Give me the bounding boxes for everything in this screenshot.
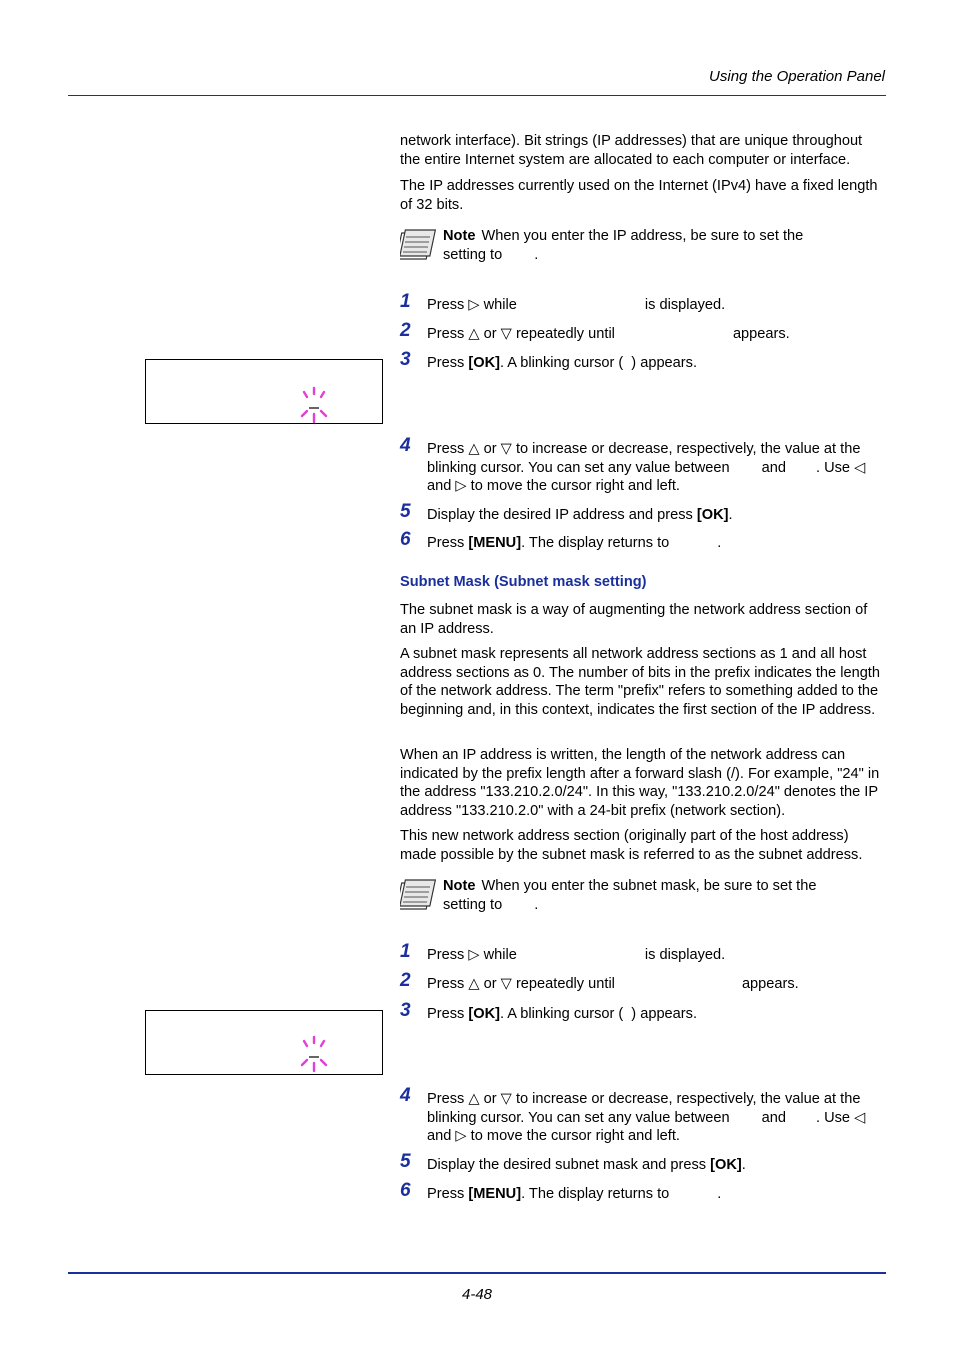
step-text: . <box>741 1157 746 1173</box>
lcd-display-ip <box>145 359 383 424</box>
page-number: 4-48 <box>461 1286 493 1303</box>
step-number: 2 <box>400 320 411 341</box>
note-label: Note <box>443 878 476 894</box>
step-number: 3 <box>400 1000 411 1021</box>
step-number: 1 <box>400 291 411 312</box>
header-rule <box>68 95 886 96</box>
step-number: 6 <box>400 1180 411 1201</box>
step-number: 4 <box>400 1085 411 1106</box>
step-text: . A blinking cursor ( <box>500 355 624 371</box>
step-text: Press <box>427 535 465 551</box>
intro-paragraph-1: network interface). Bit strings (IP addresses) that are unique throughout the entire Internet system are allocated to each computer or interface. <box>400 133 863 168</box>
step-text: and <box>761 1109 786 1126</box>
step-text: . The display returns to <box>521 535 670 551</box>
footer-rule <box>68 1272 886 1274</box>
step-text: . Use ◁ and ▷ to move the cursor right and left. <box>427 459 866 494</box>
note-text-part: setting to <box>443 246 503 263</box>
header-title: Using the Operation Panel <box>709 68 885 85</box>
ok-key: [OK] <box>710 1157 742 1173</box>
ok-key: [OK] <box>468 1006 500 1022</box>
ip-step-1 <box>400 291 886 316</box>
subnet-step-3 <box>400 1000 886 1025</box>
step-number: 1 <box>400 941 411 962</box>
step-number: 5 <box>400 1151 411 1172</box>
ok-key: [OK] <box>696 507 729 523</box>
intro-paragraph-2: The IP addresses currently used on the Internet (IPv4) have a fixed length of 32 bits. <box>400 178 878 213</box>
step-text: Press △ or ▽ to increase or decrease, respectively, the value at the blinking cursor. You can set any value between <box>427 441 861 476</box>
step-text: . <box>728 507 733 523</box>
step-text: is displayed. <box>644 947 726 963</box>
step-text: Press <box>427 355 465 371</box>
note-subnet <box>400 877 886 917</box>
note-text-part: When you enter the subnet mask, be sure to set the <box>481 878 817 894</box>
step-text: and <box>761 459 786 476</box>
subnet-step-1 <box>400 941 886 966</box>
step-text: . <box>717 1186 722 1202</box>
menu-key: [MENU] <box>468 1186 522 1202</box>
step-text: . <box>717 535 722 551</box>
subnet-paragraph-2: A subnet mask represents all network address sections as 1 and all host address sections as 0. The number of bits in the prefix indicates the length of the network address. The term "prefix" refers to something added to the beginning and, in this context, indicates the first section of the IP address. <box>400 646 880 718</box>
ip-step-6 <box>400 529 886 554</box>
step-text: ) appears. <box>631 1006 698 1022</box>
step-text: appears. <box>732 326 790 342</box>
step-text: Press △ or ▽ repeatedly until <box>427 326 615 342</box>
step-text: is displayed. <box>644 297 726 313</box>
subnet-step-2 <box>400 970 886 995</box>
step-text: Press ▷ while <box>427 297 517 313</box>
note-pad-icon <box>400 877 438 911</box>
step-text: . Use ◁ and ▷ to move the cursor right and left. <box>427 1109 866 1144</box>
step-text: Display the desired IP address and press <box>427 507 693 523</box>
subnet-step-6 <box>400 1180 886 1205</box>
step-text: Display the desired subnet mask and press <box>427 1157 707 1173</box>
note-text-part: . <box>534 246 539 263</box>
step-number: 2 <box>400 970 411 991</box>
ip-step-3 <box>400 349 886 374</box>
ip-step-4 <box>400 435 886 498</box>
blinking-cursor-icon <box>297 386 331 424</box>
menu-key: [MENU] <box>468 535 522 551</box>
note-text-part: When you enter the IP address, be sure to set the <box>481 228 804 244</box>
ip-step-2 <box>400 320 886 345</box>
subnet-paragraph-1: The subnet mask is a way of augmenting the network address section of an IP address. <box>400 602 868 637</box>
note-ip <box>400 227 886 267</box>
subnet-step-4 <box>400 1085 886 1148</box>
step-text: Press △ or ▽ to increase or decrease, respectively, the value at the blinking cursor. You can set any value between <box>427 1091 861 1126</box>
step-text: Press ▷ while <box>427 947 517 963</box>
note-text-part: . <box>534 896 539 913</box>
subnet-paragraph-3: When an IP address is written, the length of the network address can indicated by the prefix length after a forward slash (/). For example, "24" in the address "133.210.2.0/24". In this way, "133.210.2.0/24" denotes the IP address "133.210.2.0" with a 24-bit prefix (network section). <box>400 747 880 819</box>
step-text: Press <box>427 1006 465 1022</box>
subnet-paragraph-4: This new network address section (originally part of the host address) made possible by the subnet mask is referred to as the subnet address. <box>400 828 863 863</box>
step-number: 6 <box>400 529 411 550</box>
step-text: appears. <box>741 976 799 992</box>
note-pad-icon <box>400 227 438 261</box>
step-number: 5 <box>400 501 411 522</box>
note-text-part: setting to <box>443 896 503 913</box>
blinking-cursor-icon <box>297 1035 331 1073</box>
step-text: Press △ or ▽ repeatedly until <box>427 976 615 992</box>
lcd-display-subnet <box>145 1010 383 1075</box>
note-label: Note <box>443 228 476 244</box>
step-number: 3 <box>400 349 411 370</box>
step-number: 4 <box>400 435 411 456</box>
ip-step-5 <box>400 501 886 526</box>
step-text: . The display returns to <box>521 1186 670 1202</box>
section-heading: Subnet Mask (Subnet mask setting) <box>400 574 647 590</box>
ok-key: [OK] <box>468 355 500 371</box>
subnet-step-5 <box>400 1151 886 1176</box>
step-text: ) appears. <box>631 355 698 371</box>
step-text: Press <box>427 1186 465 1202</box>
step-text: . A blinking cursor ( <box>500 1006 624 1022</box>
